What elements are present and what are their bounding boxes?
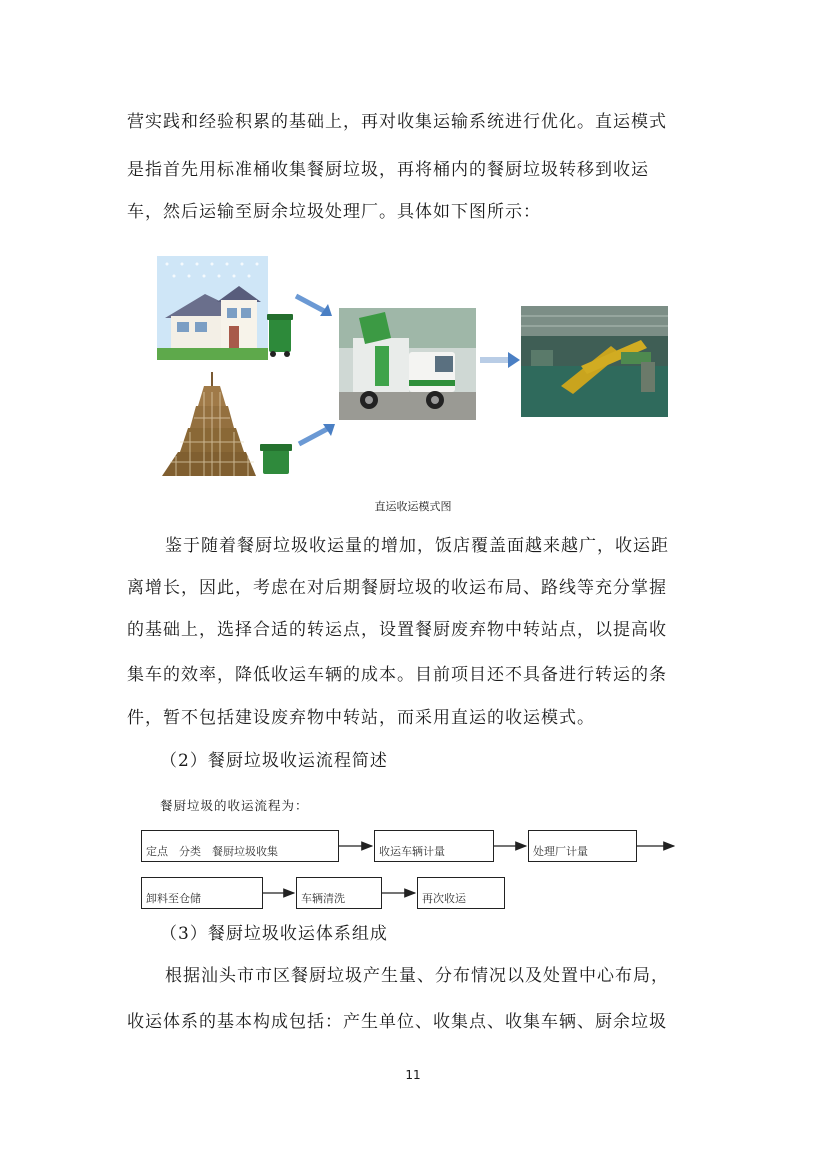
paragraph-line: 件，暂不包括建设废弃物中转站，而采用直运的收运模式。 bbox=[127, 708, 595, 728]
flow-step-box: 定点 分类 餐厨垃圾收集 bbox=[141, 830, 339, 862]
paragraph-line: 离增长，因此，考虑在对后期餐厨垃圾的收运布局、路线等充分掌握 bbox=[127, 578, 667, 598]
paragraph-line: 是指首先用标准桶收集餐厨垃圾，再将桶内的餐厨垃圾转移到收运 bbox=[127, 160, 649, 180]
flow-step-box: 卸料至仓储 bbox=[141, 877, 263, 909]
section-heading: （2）餐厨垃圾收运流程简述 bbox=[160, 751, 388, 771]
section-heading: （3）餐厨垃圾收运体系组成 bbox=[160, 924, 388, 944]
paragraph-line: 的基础上，选择合适的转运点，设置餐厨废弃物中转站点，以提高收 bbox=[127, 620, 667, 640]
flow-step-box: 处理厂计量 bbox=[528, 830, 637, 862]
flow-step-box: 车辆清洗 bbox=[296, 877, 382, 909]
paragraph-line: 收运体系的基本构成包括：产生单位、收集点、收集车辆、厨余垃圾 bbox=[127, 1012, 667, 1032]
paragraph-line: 营实践和经验积累的基础上，再对收集运输系统进行优化。直运模式 bbox=[127, 112, 667, 132]
flow-intro: 餐厨垃圾的收运流程为： bbox=[160, 798, 309, 813]
paragraph-line: 根据汕头市市区餐厨垃圾产生量、分布情况以及处置中心布局， bbox=[165, 966, 669, 986]
page-number: 11 bbox=[405, 1068, 421, 1082]
flow-step-box: 再次收运 bbox=[417, 877, 505, 909]
figure-caption: 直运收运模式图 bbox=[374, 500, 452, 513]
paragraph-line: 车，然后运输至厨余垃圾处理厂。具体如下图所示： bbox=[127, 202, 541, 222]
paragraph-line: 鉴于随着餐厨垃圾收运量的增加，饭店覆盖面越来越广，收运距 bbox=[165, 536, 669, 556]
flow-step-box: 收运车辆计量 bbox=[374, 830, 494, 862]
paragraph-line: 集车的效率，降低收运车辆的成本。目前项目还不具备进行转运的条 bbox=[127, 665, 667, 685]
